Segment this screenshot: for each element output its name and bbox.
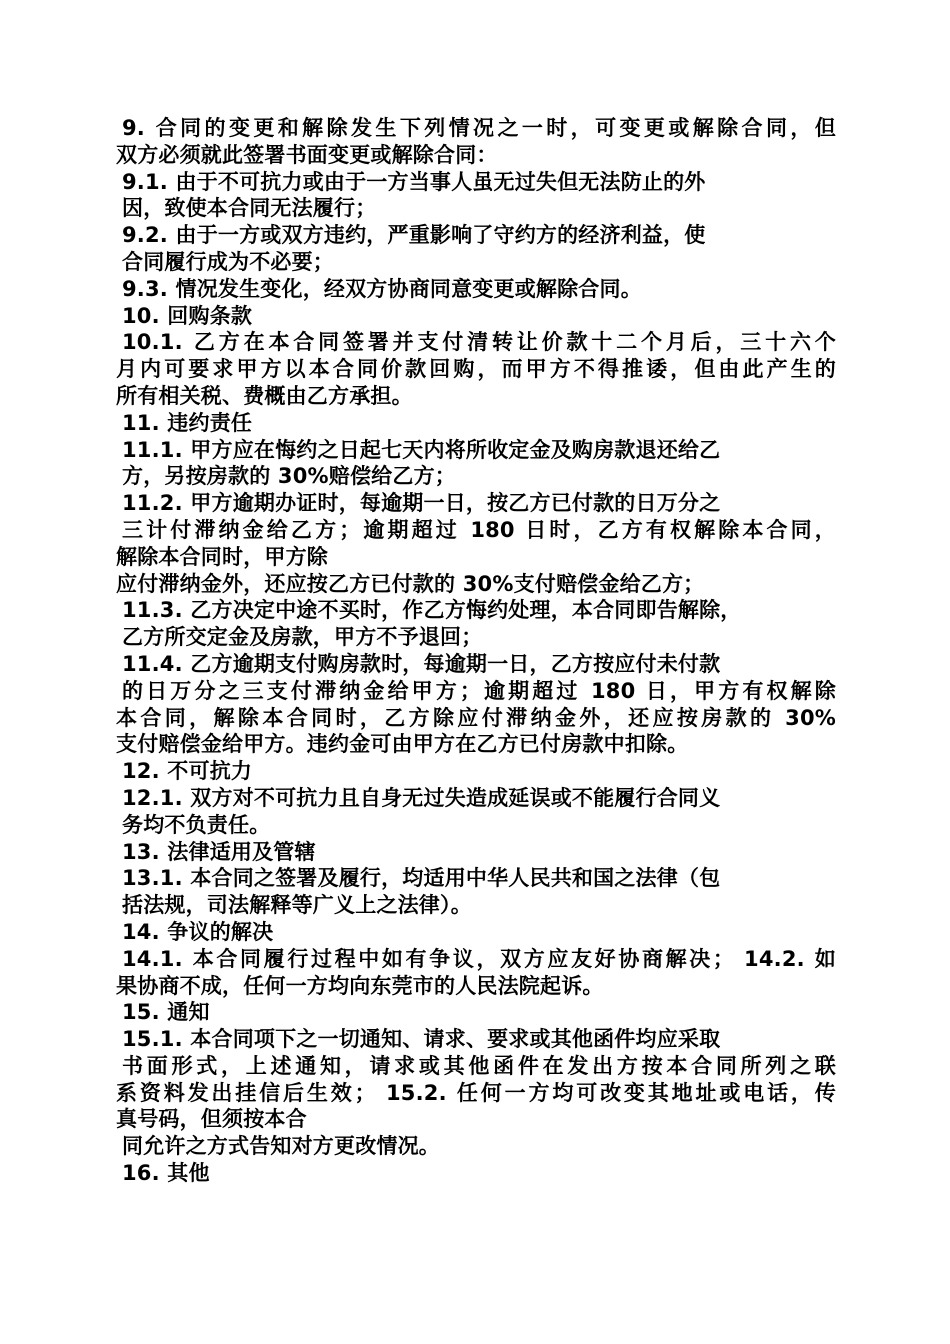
contract-page [116,115,836,1187]
contract-text-line: 同允许之方式告知对方更改情况。 [122,1134,440,1159]
contract-text-line: 14.1. 本合同履行过程中如有争议，双方应友好协商解决； 14.2. 如 [122,946,836,971]
contract-text-line: 12.1. 双方对不可抗力且自身无过失造成延误或不能履行合同义 [122,785,721,810]
contract-text-line: 真号码，但须按本合 [116,1107,307,1132]
contract-text-line: 合同履行成为不必要； [122,249,334,274]
contract-text-line: 三计付滞纳金给乙方；逾期超过 180 日时，乙方有权解除本合同， [122,517,836,542]
contract-text-line: 方，另按房款的 30%赔偿给乙方； [122,464,456,489]
contract-text-line: 支付赔偿金给甲方。违约金可由甲方在乙方已付房款中扣除。 [116,732,689,757]
contract-text-line: 11.2. 甲方逾期办证时，每逾期一日，按乙方已付款的日万分之 [122,491,721,516]
contract-text-line: 务均不负责任。 [122,812,271,837]
contract-text-line: 解除本合同时，甲方除 [116,544,328,569]
contract-text-line: 乙方所交定金及房款，甲方不予退回； [122,625,483,650]
contract-text-line: 15.1. 本合同项下之一切通知、请求、要求或其他函件均应采取 [122,1027,721,1052]
contract-text-line: 10.1. 乙方在本合同签署并支付清转让价款十二个月后，三十六个 [122,330,836,355]
contract-text-line: 9. 合同的变更和解除发生下列情况之一时，可变更或解除合同，但 [122,116,836,140]
contract-text-line: 本合同，解除本合同时，乙方除应付滞纳金外，还应按房款的 30% [116,705,836,730]
contract-text-line: 9.1. 由于不可抗力或由于一方当事人虽无过失但无法防止的外 [122,169,706,194]
contract-text-line: 14. 争议的解决 [122,919,274,944]
contract-text-line: 15. 通知 [122,1000,210,1025]
contract-text-line: 所有相关税、费概由乙方承担。 [116,383,413,408]
contract-text-line: 11.3. 乙方决定中途不买时，作乙方悔约处理，本合同即告解除， [122,598,742,623]
contract-text-line: 的日万分之三支付滞纳金给甲方；逾期超过 180 日，甲方有权解除 [122,678,836,703]
contract-text-line: 11.1. 甲方应在悔约之日起七天内将所收定金及购房款退还给乙 [122,437,721,462]
contract-text-line: 13. 法律适用及管辖 [122,839,316,864]
contract-text-line: 果协商不成，任何一方均向东莞市的人民法院起诉。 [116,973,604,998]
contract-text-line: 12. 不可抗力 [122,759,253,784]
contract-text-line: 括法规，司法解释等广义上之法律）。 [122,893,472,918]
contract-text-line: 11.4. 乙方逾期支付购房款时，每逾期一日，乙方按应付未付款 [122,651,721,676]
contract-text-line: 系资料发出挂信后生效； 15.2. 任何一方均可改变其地址或电话，传 [116,1080,836,1105]
contract-text-line: 双方必须就此签署书面变更或解除合同： [116,142,498,167]
contract-text-line: 9.3. 情况发生变化，经双方协商同意变更或解除合同。 [122,276,642,301]
contract-text-line: 9.2. 由于一方或双方违约，严重影响了守约方的经济利益，使 [122,223,706,248]
contract-text-line: 因，致使本合同无法履行； [122,196,377,221]
contract-text-line: 应付滞纳金外，还应按乙方已付款的 30%支付赔偿金给乙方； [116,571,705,596]
contract-text-line: 13.1. 本合同之签署及履行，均适用中华人民共和国之法律（包 [122,866,721,891]
contract-text-line: 11. 违约责任 [122,410,253,435]
contract-text-line: 月内可要求甲方以本合同价款回购，而甲方不得推诿，但由此产生的 [116,357,836,382]
contract-text-line: 书面形式，上述通知，请求或其他函件在发出方按本合同所列之联 [122,1053,836,1078]
contract-text-line: 16. 其他 [122,1161,210,1186]
contract-text-line: 10. 回购条款 [122,303,253,328]
